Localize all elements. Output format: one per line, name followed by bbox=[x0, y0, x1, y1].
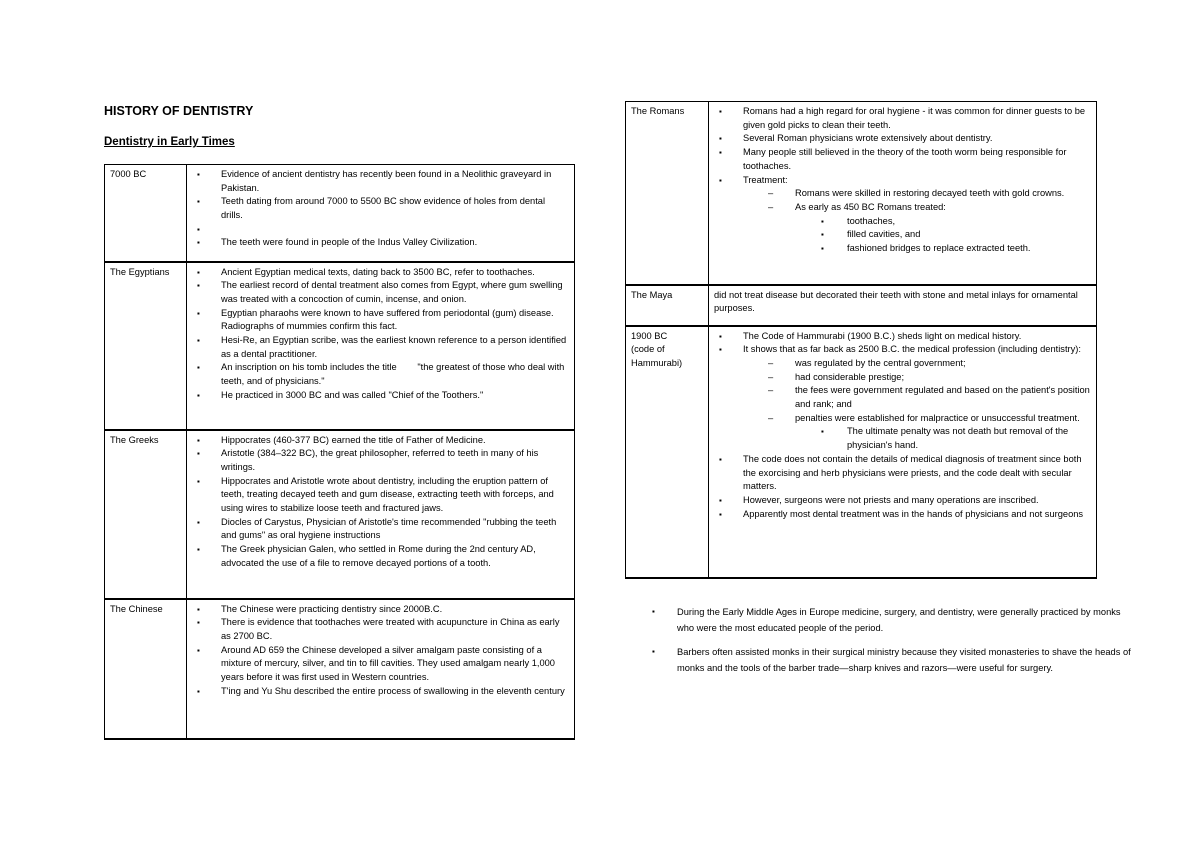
list-item: ▪ The Chinese were practicing dentistry since 2000B.C. bbox=[221, 603, 568, 617]
row-label: The Chinese bbox=[105, 599, 187, 739]
table-row-chinese bbox=[105, 599, 575, 739]
table-row-hammurabi bbox=[626, 326, 1097, 578]
list-item: ▪ The Code of Hammurabi (1900 B.C.) sheds light on medical history. bbox=[743, 330, 1090, 344]
table-row-7000bc bbox=[105, 165, 575, 262]
list-item: ▪ Diocles of Carystus, Physician of Aristotle's time recommended "rubbing the teeth and gums" as oral hygiene instructions bbox=[221, 516, 568, 543]
list-item: ▪ Barbers often assisted monks in their surgical ministry because they visited monasteries to shave the heads of monks and the tools of the barber trade—sharp knives and razors—were useful for surgery. bbox=[677, 644, 1132, 676]
treated-list bbox=[795, 215, 1090, 256]
list-item: – was regulated by the central government; bbox=[795, 357, 1090, 371]
spacer bbox=[221, 223, 568, 236]
list-item: ▪ However, surgeons were not priests and many operations are inscribed. bbox=[743, 494, 1090, 508]
label-line: 1900 BC bbox=[631, 330, 668, 341]
table-row-maya bbox=[626, 285, 1097, 326]
row-label: The Greeks bbox=[105, 430, 187, 599]
list-item: ▪ There is evidence that toothaches were treated with acupuncture in China as early as 2700 BC. bbox=[221, 616, 568, 643]
row-content bbox=[709, 326, 1097, 578]
list-item: ▪ The ultimate penalty was not death but removal of the physician's hand. bbox=[847, 425, 1090, 452]
row-label: The Egyptians bbox=[105, 262, 187, 430]
list-item: ▪ Many people still believed in the theory of the tooth worm being responsible for toothaches. bbox=[743, 146, 1090, 173]
middle-ages-list bbox=[648, 604, 1132, 684]
list-item: ▪ He practiced in 3000 BC and was called "Chief of the Toothers." bbox=[221, 389, 568, 403]
table-row-romans bbox=[626, 102, 1097, 285]
list-item: ▪ Aristotle (384–322 BC), the great philosopher, referred to teeth in many of his writings. bbox=[221, 447, 568, 474]
list-item: ▪ Evidence of ancient dentistry has recently been found in a Neolithic graveyard in Pakistan. bbox=[221, 168, 568, 195]
list-item: ▪ The teeth were found in people of the Indus Valley Civilization. bbox=[221, 236, 568, 250]
list-item: ▪ Apparently most dental treatment was in the hands of physicians and not surgeons bbox=[743, 508, 1090, 522]
list-item bbox=[743, 343, 1090, 453]
list-item: ▪ Around AD 659 the Chinese developed a silver amalgam paste consisting of a mixture of mercury, silver, and tin to fill cavities. They used amalgam nearly 1,000 years before it was first used in Western countries. bbox=[221, 644, 568, 685]
dash-list bbox=[743, 357, 1090, 453]
row-content bbox=[187, 262, 575, 430]
list-item: ▪ Egyptian pharaohs were known to have suffered from periodontal (gum) disease. Radiographs of mummies confirm this fact. bbox=[221, 307, 568, 334]
left-history-table bbox=[104, 164, 575, 740]
item-text: It shows that as far back as 2500 B.C. the medical profession (including dentistry): bbox=[743, 344, 1081, 355]
list-item: ▪ toothaches, bbox=[847, 215, 1090, 229]
row-label: The Maya bbox=[626, 285, 709, 326]
list-item: – had considerable prestige; bbox=[795, 371, 1090, 385]
table-row-greeks bbox=[105, 430, 575, 599]
row-content bbox=[187, 599, 575, 739]
list-item: ▪ An inscription on his tomb includes the title "the greatest of those who deal with teeth, and of physicians." bbox=[221, 361, 568, 388]
row-content: did not treat disease but decorated their teeth with stone and metal inlays for ornamental purposes. bbox=[709, 285, 1097, 326]
page-title: HISTORY OF DENTISTRY bbox=[104, 104, 254, 118]
list-item: ▪ Several Roman physicians wrote extensively about dentistry. bbox=[743, 132, 1090, 146]
list-item: ▪ Hesi-Re, an Egyptian scribe, was the earliest known reference to a person identified as a dental practitioner. bbox=[221, 334, 568, 361]
row-label: 7000 BC bbox=[105, 165, 187, 262]
list-item: ▪ Teeth dating from around 7000 to 5500 BC show evidence of holes from dental drills. bbox=[221, 195, 568, 222]
row-label bbox=[626, 326, 709, 578]
right-history-table bbox=[625, 101, 1097, 579]
row-content bbox=[709, 102, 1097, 285]
row-content bbox=[187, 430, 575, 599]
label-line: (code of bbox=[631, 344, 665, 355]
list-item: ▪ filled cavities, and bbox=[847, 228, 1090, 242]
list-item: ▪ The code does not contain the details of medical diagnosis of treatment since both the exorcising and herb physicians were priests, and the code dealt with secular matters. bbox=[743, 453, 1090, 494]
list-item bbox=[743, 174, 1090, 256]
treatment-list bbox=[743, 187, 1090, 256]
list-item: – Romans were skilled in restoring decayed teeth with gold crowns. bbox=[795, 187, 1090, 201]
penalty-list bbox=[795, 425, 1090, 452]
list-item: ▪ The earliest record of dental treatment also comes from Egypt, where gum swelling was treated with a concoction of cumin, incense, and onion. bbox=[221, 279, 568, 306]
treatment-heading: Treatment: bbox=[743, 174, 788, 185]
list-item: ▪ fashioned bridges to replace extracted teeth. bbox=[847, 242, 1090, 256]
list-item: ▪ Hippocrates (460-377 BC) earned the title of Father of Medicine. bbox=[221, 434, 568, 448]
table-row-egyptians bbox=[105, 262, 575, 430]
label-line: Hammurabi) bbox=[631, 357, 683, 368]
list-item: ▪ Hippocrates and Aristotle wrote about dentistry, including the eruption pattern of teeth, treating decayed teeth and gum disease, extracting teeth with forceps, and using wires to stabilize loose teeth and fractured jaws. bbox=[221, 475, 568, 516]
list-item: ▪ Romans had a high regard for oral hygiene - it was common for dinner guests to be given gold picks to clean their teeth. bbox=[743, 105, 1090, 132]
list-item: ▪ The Greek physician Galen, who settled in Rome during the 2nd century AD, advocated the use of a file to remove decayed portions of a tooth. bbox=[221, 543, 568, 570]
list-item bbox=[795, 201, 1090, 256]
row-label: The Romans bbox=[626, 102, 709, 285]
list-item bbox=[795, 412, 1090, 453]
list-item: ▪ During the Early Middle Ages in Europe medicine, surgery, and dentistry, were generally practiced by monks who were the most educated people of the period. bbox=[677, 604, 1132, 636]
list-item: ▪ T'ing and Yu Shu described the entire process of swallowing in the eleventh century bbox=[221, 685, 568, 699]
list-item: ▪ Ancient Egyptian medical texts, dating back to 3500 BC, refer to toothaches. bbox=[221, 266, 568, 280]
treated-heading: As early as 450 BC Romans treated: bbox=[795, 201, 946, 212]
list-item: – the fees were government regulated and based on the patient's position and rank; and bbox=[795, 384, 1090, 411]
item-text: penalties were established for malpractice or unsuccessful treatment. bbox=[795, 412, 1080, 423]
section-title: Dentistry in Early Times bbox=[104, 136, 235, 148]
row-content bbox=[187, 165, 575, 262]
